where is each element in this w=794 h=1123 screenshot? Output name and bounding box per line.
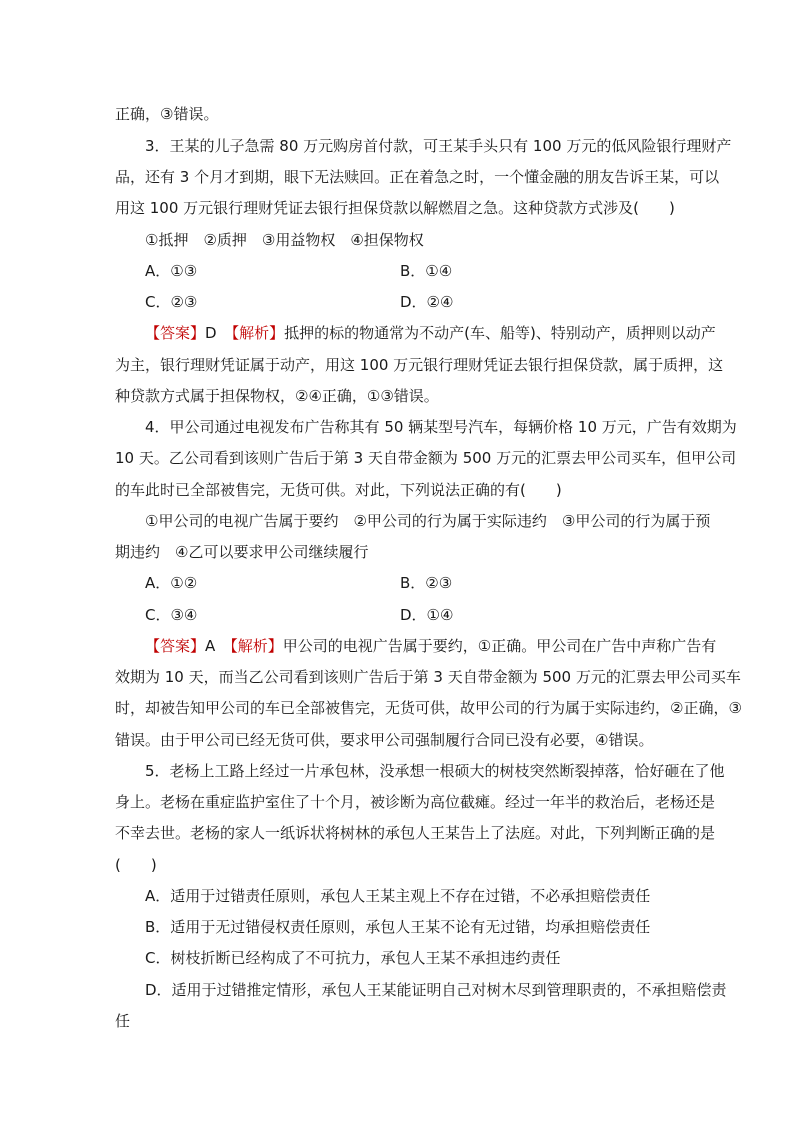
answer-line: [145, 636, 717, 656]
answer-tag: 【答案】: [145, 637, 206, 655]
answer-value: A: [205, 637, 231, 655]
text-line: 身上。老杨在重症监护室住了十个月，被诊断为高位截瘫。经过一年半的救治后，老杨还是: [115, 793, 716, 811]
answer-line: [145, 323, 716, 343]
option-c: C．③④: [145, 606, 198, 624]
text-line: 品，还有 3 个月才到期，眼下无法赎回。正在着急之时，一个懂金融的朋友告诉王某，可以: [115, 168, 720, 186]
question-3-stem: 3．王某的儿子急需 80 万元购房首付款，可王某手头只有 100 万元的低风险银行理财产: [145, 137, 732, 155]
option-a: A．①②: [145, 574, 198, 592]
analysis-tag: 【解析】: [230, 637, 283, 655]
text-line: 种贷款方式属于担保物权，②④正确，①③错误。: [115, 387, 439, 405]
option-b: B．②③: [400, 574, 453, 592]
analysis-text: 甲公司的电视广告属于要约，①正确。甲公司在广告中声称广告有: [282, 637, 717, 655]
option-b: B．适用于无过错侵权责任原则，承包人王某不论有无过错，均承担赔偿责任: [145, 918, 651, 936]
option-a: A．适用于过错责任原则，承包人王某主观上不存在过错，不必承担赔偿责任: [145, 887, 651, 905]
option-d: D．①④: [400, 606, 454, 624]
question-5-stem: 5．老杨上工路上经过一片承包林，没承想一根硕大的树枝突然断裂掉落，恰好砸在了他: [145, 762, 725, 780]
answer-tag: 【答案】: [145, 324, 206, 342]
text-line: 期违约 ④乙可以要求甲公司继续履行: [115, 543, 369, 561]
text-line: 用这 100 万元银行理财凭证去银行担保贷款以解燃眉之急。这种贷款方式涉及( ): [115, 199, 675, 217]
option-c: C．树枝折断已经构成了不可抗力，承包人王某不承担违约责任: [145, 949, 561, 967]
text-line: 错误。由于甲公司已经无货可供，要求甲公司强制履行合同已没有必要，④错误。: [115, 731, 654, 749]
question-3-items: ①抵押 ②质押 ③用益物权 ④担保物权: [145, 231, 424, 249]
question-4-stem: 4．甲公司通过电视发布广告称其有 50 辆某型号汽车，每辆价格 10 万元，广告有效期为: [145, 418, 737, 436]
option-d: D．②④: [400, 293, 454, 311]
answer-value: D: [205, 324, 232, 342]
text-line: 的车此时已全部被售完，无货可供。对此，下列说法正确的有( ): [115, 481, 562, 499]
text-line: 10 天。乙公司看到该则广告后于第 3 天自带金额为 500 万元的汇票去甲公司买车，但甲公司: [115, 449, 737, 467]
option-d: D．适用于过错推定情形，承包人王某能证明自己对树木尽到管理职责的，不承担赔偿责: [145, 981, 727, 999]
option-a: A．①③: [145, 262, 198, 280]
option-c: C．②③: [145, 293, 198, 311]
text-line: 不幸去世。老杨的家人一纸诉状将树林的承包人王某告上了法庭。对此，下列判断正确的是: [115, 824, 716, 842]
analysis-tag: 【解析】: [231, 324, 285, 342]
text-line: 任: [115, 1012, 131, 1030]
question-4-items: ①甲公司的电视广告属于要约 ②甲公司的行为属于实际违约 ③甲公司的行为属于预: [145, 512, 711, 530]
analysis-text: 抵押的标的物通常为不动产(车、船等)、特别动产，质押则以动产: [284, 324, 716, 342]
text-line: ( ): [115, 856, 157, 874]
text-line: 效期为 10 天，而当乙公司看到该则广告后于第 3 天自带金额为 500 万元的汇票去甲公司买车: [115, 668, 741, 686]
option-b: B．①④: [400, 262, 453, 280]
text-line: 时，却被告知甲公司的车已全部被售完，无货可供，故甲公司的行为属于实际违约，②正确，③: [115, 699, 742, 717]
text-line: 为主，银行理财凭证属于动产，用这 100 万元银行理财凭证去银行担保贷款，属于质押，这: [115, 356, 724, 374]
text-line: 正确，③错误。: [115, 105, 219, 123]
